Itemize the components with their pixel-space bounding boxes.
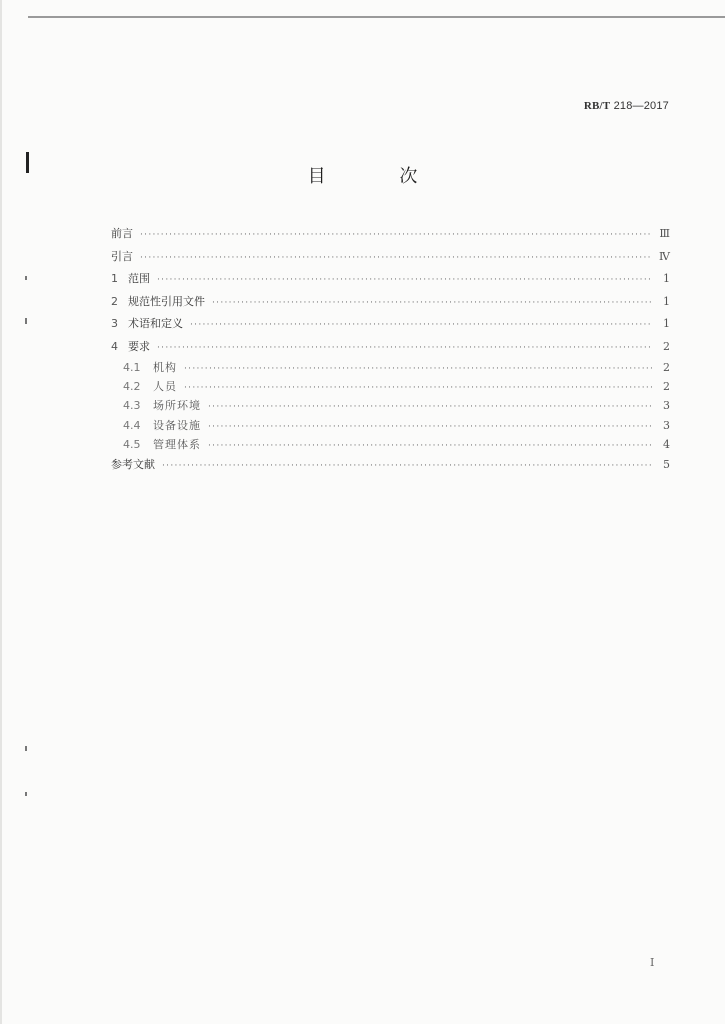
toc-entry[interactable] — [111, 268, 670, 291]
toc-entry-page: 5 — [663, 457, 670, 471]
toc-entry-number: 1 — [111, 272, 118, 285]
scan-edge-left — [0, 0, 2, 1024]
toc-leader-dots — [184, 360, 652, 379]
toc-leader-dots — [140, 247, 652, 270]
toc-leader-dots — [140, 224, 652, 247]
toc-leader-dots — [208, 437, 652, 456]
toc-entry-label: 术语和定义 — [128, 317, 183, 330]
toc-entry-page: Ⅳ — [659, 249, 670, 263]
toc-entry[interactable] — [111, 223, 670, 246]
toc-entry[interactable] — [111, 435, 670, 454]
table-of-contents — [111, 223, 670, 476]
toc-leader-dots — [162, 455, 652, 478]
toc-entry-page: Ⅲ — [659, 227, 670, 240]
toc-entry-label: 参考文献 — [111, 457, 155, 471]
toc-entry-label: 设备设施 — [153, 418, 201, 432]
toc-entry-label: 场所环境 — [153, 399, 201, 413]
scan-speck — [25, 746, 27, 751]
page-number: I — [650, 956, 655, 969]
document-code — [584, 100, 669, 112]
toc-leader-dots — [157, 337, 652, 360]
toc-entry[interactable] — [111, 396, 670, 415]
toc-entry-page: 4 — [663, 437, 670, 451]
toc-leader-dots — [184, 379, 652, 398]
toc-entry[interactable] — [111, 377, 670, 396]
scan-speck — [25, 276, 27, 280]
toc-entry-page: 1 — [663, 272, 670, 285]
toc-entry-label: 管理体系 — [153, 437, 201, 451]
toc-entry-page: 2 — [663, 380, 670, 394]
toc-entry[interactable] — [111, 336, 670, 359]
toc-entry-number: 2 — [111, 294, 118, 308]
document-code-prefix: RB/T — [583, 100, 611, 112]
toc-entry-page: 3 — [663, 399, 670, 413]
toc-entry-page: 3 — [663, 418, 670, 432]
toc-entry-number: 4.4 — [123, 418, 141, 432]
toc-entry-page: 1 — [663, 317, 670, 330]
toc-leader-dots — [157, 269, 652, 292]
toc-entry[interactable] — [111, 358, 670, 377]
toc-entry-page: 1 — [663, 294, 670, 308]
toc-entry-label: 要求 — [128, 339, 150, 353]
toc-entry-number: 4.3 — [123, 399, 141, 413]
toc-entry[interactable] — [111, 313, 670, 336]
scan-speck — [25, 792, 27, 796]
toc-entry-page: 2 — [663, 361, 670, 374]
toc-entry-number: 4 — [111, 339, 118, 353]
toc-entry-label: 前言 — [111, 227, 133, 240]
toc-entry-page: 2 — [663, 339, 670, 353]
toc-entry-number: 4.5 — [123, 437, 141, 451]
scan-edge-top — [28, 16, 725, 18]
document-code-number: 218—2017 — [613, 100, 669, 112]
toc-entry-number: 3 — [111, 317, 118, 330]
toc-entry[interactable] — [111, 416, 670, 435]
toc-entry-number: 4.2 — [123, 380, 141, 394]
scan-speck — [25, 318, 27, 324]
toc-leader-dots — [212, 292, 652, 315]
toc-leader-dots — [190, 314, 652, 337]
toc-leader-dots — [208, 398, 652, 417]
toc-entry[interactable] — [111, 454, 670, 477]
toc-entry-label: 规范性引用文件 — [128, 294, 205, 308]
toc-entry-label: 引言 — [111, 249, 133, 263]
toc-entry-label: 机构 — [153, 361, 177, 374]
toc-leader-dots — [208, 418, 652, 437]
toc-title: 目 次 — [307, 166, 452, 187]
toc-entry[interactable] — [111, 291, 670, 314]
toc-entry-label: 范围 — [128, 272, 150, 285]
toc-entry[interactable] — [111, 246, 670, 269]
toc-entry-number: 4.1 — [123, 361, 141, 374]
toc-entry-label: 人员 — [153, 380, 177, 394]
